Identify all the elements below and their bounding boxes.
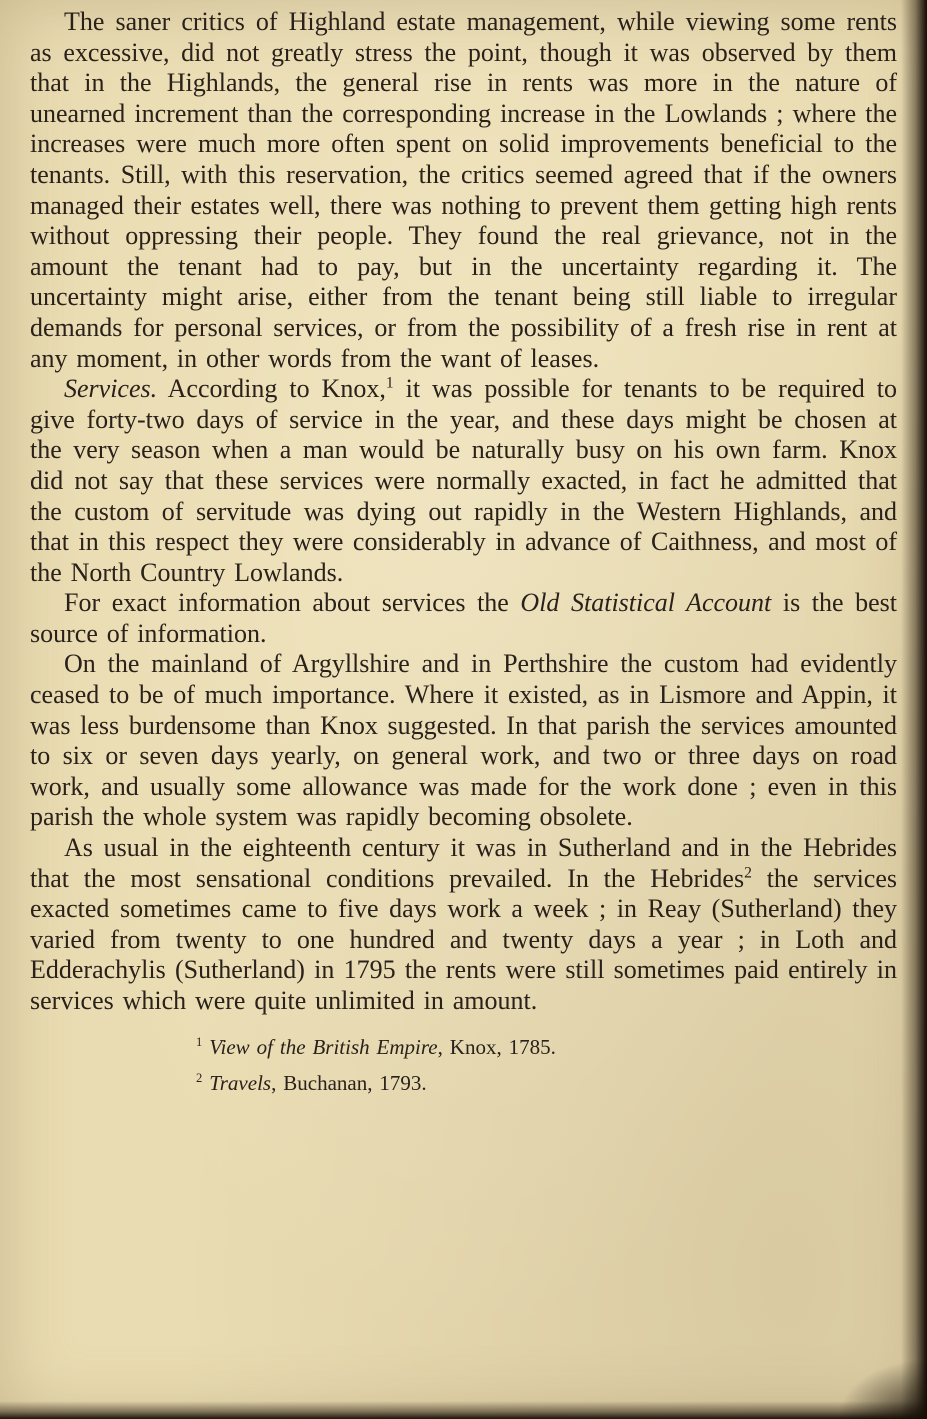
text-run: For exact information about services the xyxy=(64,588,521,618)
footnote-marker: 2 xyxy=(196,1070,203,1085)
text-run: is the best source of information. xyxy=(30,588,897,648)
paragraph xyxy=(30,7,897,374)
paragraph xyxy=(30,649,897,833)
text-run: The saner critics of Highland estate management, while viewing some rents as excessive, did not greatly stress the point, though it was observed by them that in the Highlands, the general rise in rents was more in the nature of unearned increment than the corresponding increase in the Lowlands ; where the increases were much more often spent on solid improvements beneficial to the tenants. Still, with this reservation, the critics seemed agreed that if the owners managed their estates well, there was nothing to prevent them getting high rents without oppressing their people. They found the real grievance, not in the amount the tenant had to pay, but in the uncertainty regarding it. The uncertainty might arise, either from the tenant being still liable to irregular demands for personal services, or from the possibility of a fresh rise in rent at any moment, in other words from the want of leases. xyxy=(30,7,897,373)
paragraph xyxy=(30,833,897,1017)
footnote-marker: 2 xyxy=(744,863,752,881)
text-run: , Buchanan, 1793. xyxy=(271,1070,427,1095)
text-run: As usual in the eighteenth century it was in Sutherland and in the Hebrides that the most sensational conditions prevailed. In the Hebrides xyxy=(30,833,897,893)
page-edge-shadow-bottom xyxy=(0,1401,927,1419)
italic-text: Old Statistical Account xyxy=(520,588,772,618)
italic-text: Travels xyxy=(209,1070,272,1095)
italic-text: Services. xyxy=(64,374,158,404)
footnotes xyxy=(0,1029,927,1101)
footnote xyxy=(196,1065,927,1101)
page-edge-shadow-corner xyxy=(837,1359,927,1419)
text-run: it was possible for tenants to be required to give forty-two days of service in the year, and these days might be chosen at the very season when a man would be naturally busy on his own farm. Knox did not say that these services were normally exacted, in fact he admitted that the custom of servitude was dying out rapidly in the Western Highlands, and that in this respect they were considerably in advance of Caithness, and most of the North Country Lowlands. xyxy=(30,374,897,587)
text-run: the services exacted sometimes came to five days work a week ; in Reay (Sutherland) they varied from twenty to one hundred and twenty days a year ; in Loth and Edderachylis (Sutherland) in 1795 the rents were still sometimes paid entirely in services which were quite unlimited in amount. xyxy=(30,863,897,1015)
text-run: According to Knox, xyxy=(157,374,386,404)
text-run: On the mainland of Argyllshire and in Perthshire the custom had evidently ceased to be of much importance. Where it existed, as in Lismore and Appin, it was less burdensome than Knox suggested. In that parish the services amounted to six or seven days yearly, on general work, and two or three days on road work, and usually some allowance was made for the work done ; even in this parish the whole system was rapidly becoming obsolete. xyxy=(30,649,897,832)
paragraph xyxy=(30,588,897,649)
footnote-marker: 1 xyxy=(385,374,394,392)
footnote-marker: 1 xyxy=(196,1034,203,1049)
footnote xyxy=(196,1029,927,1065)
italic-text: View of the British Empire xyxy=(209,1034,438,1059)
paragraph xyxy=(30,374,897,588)
text-run: , Knox, 1785. xyxy=(437,1034,556,1059)
